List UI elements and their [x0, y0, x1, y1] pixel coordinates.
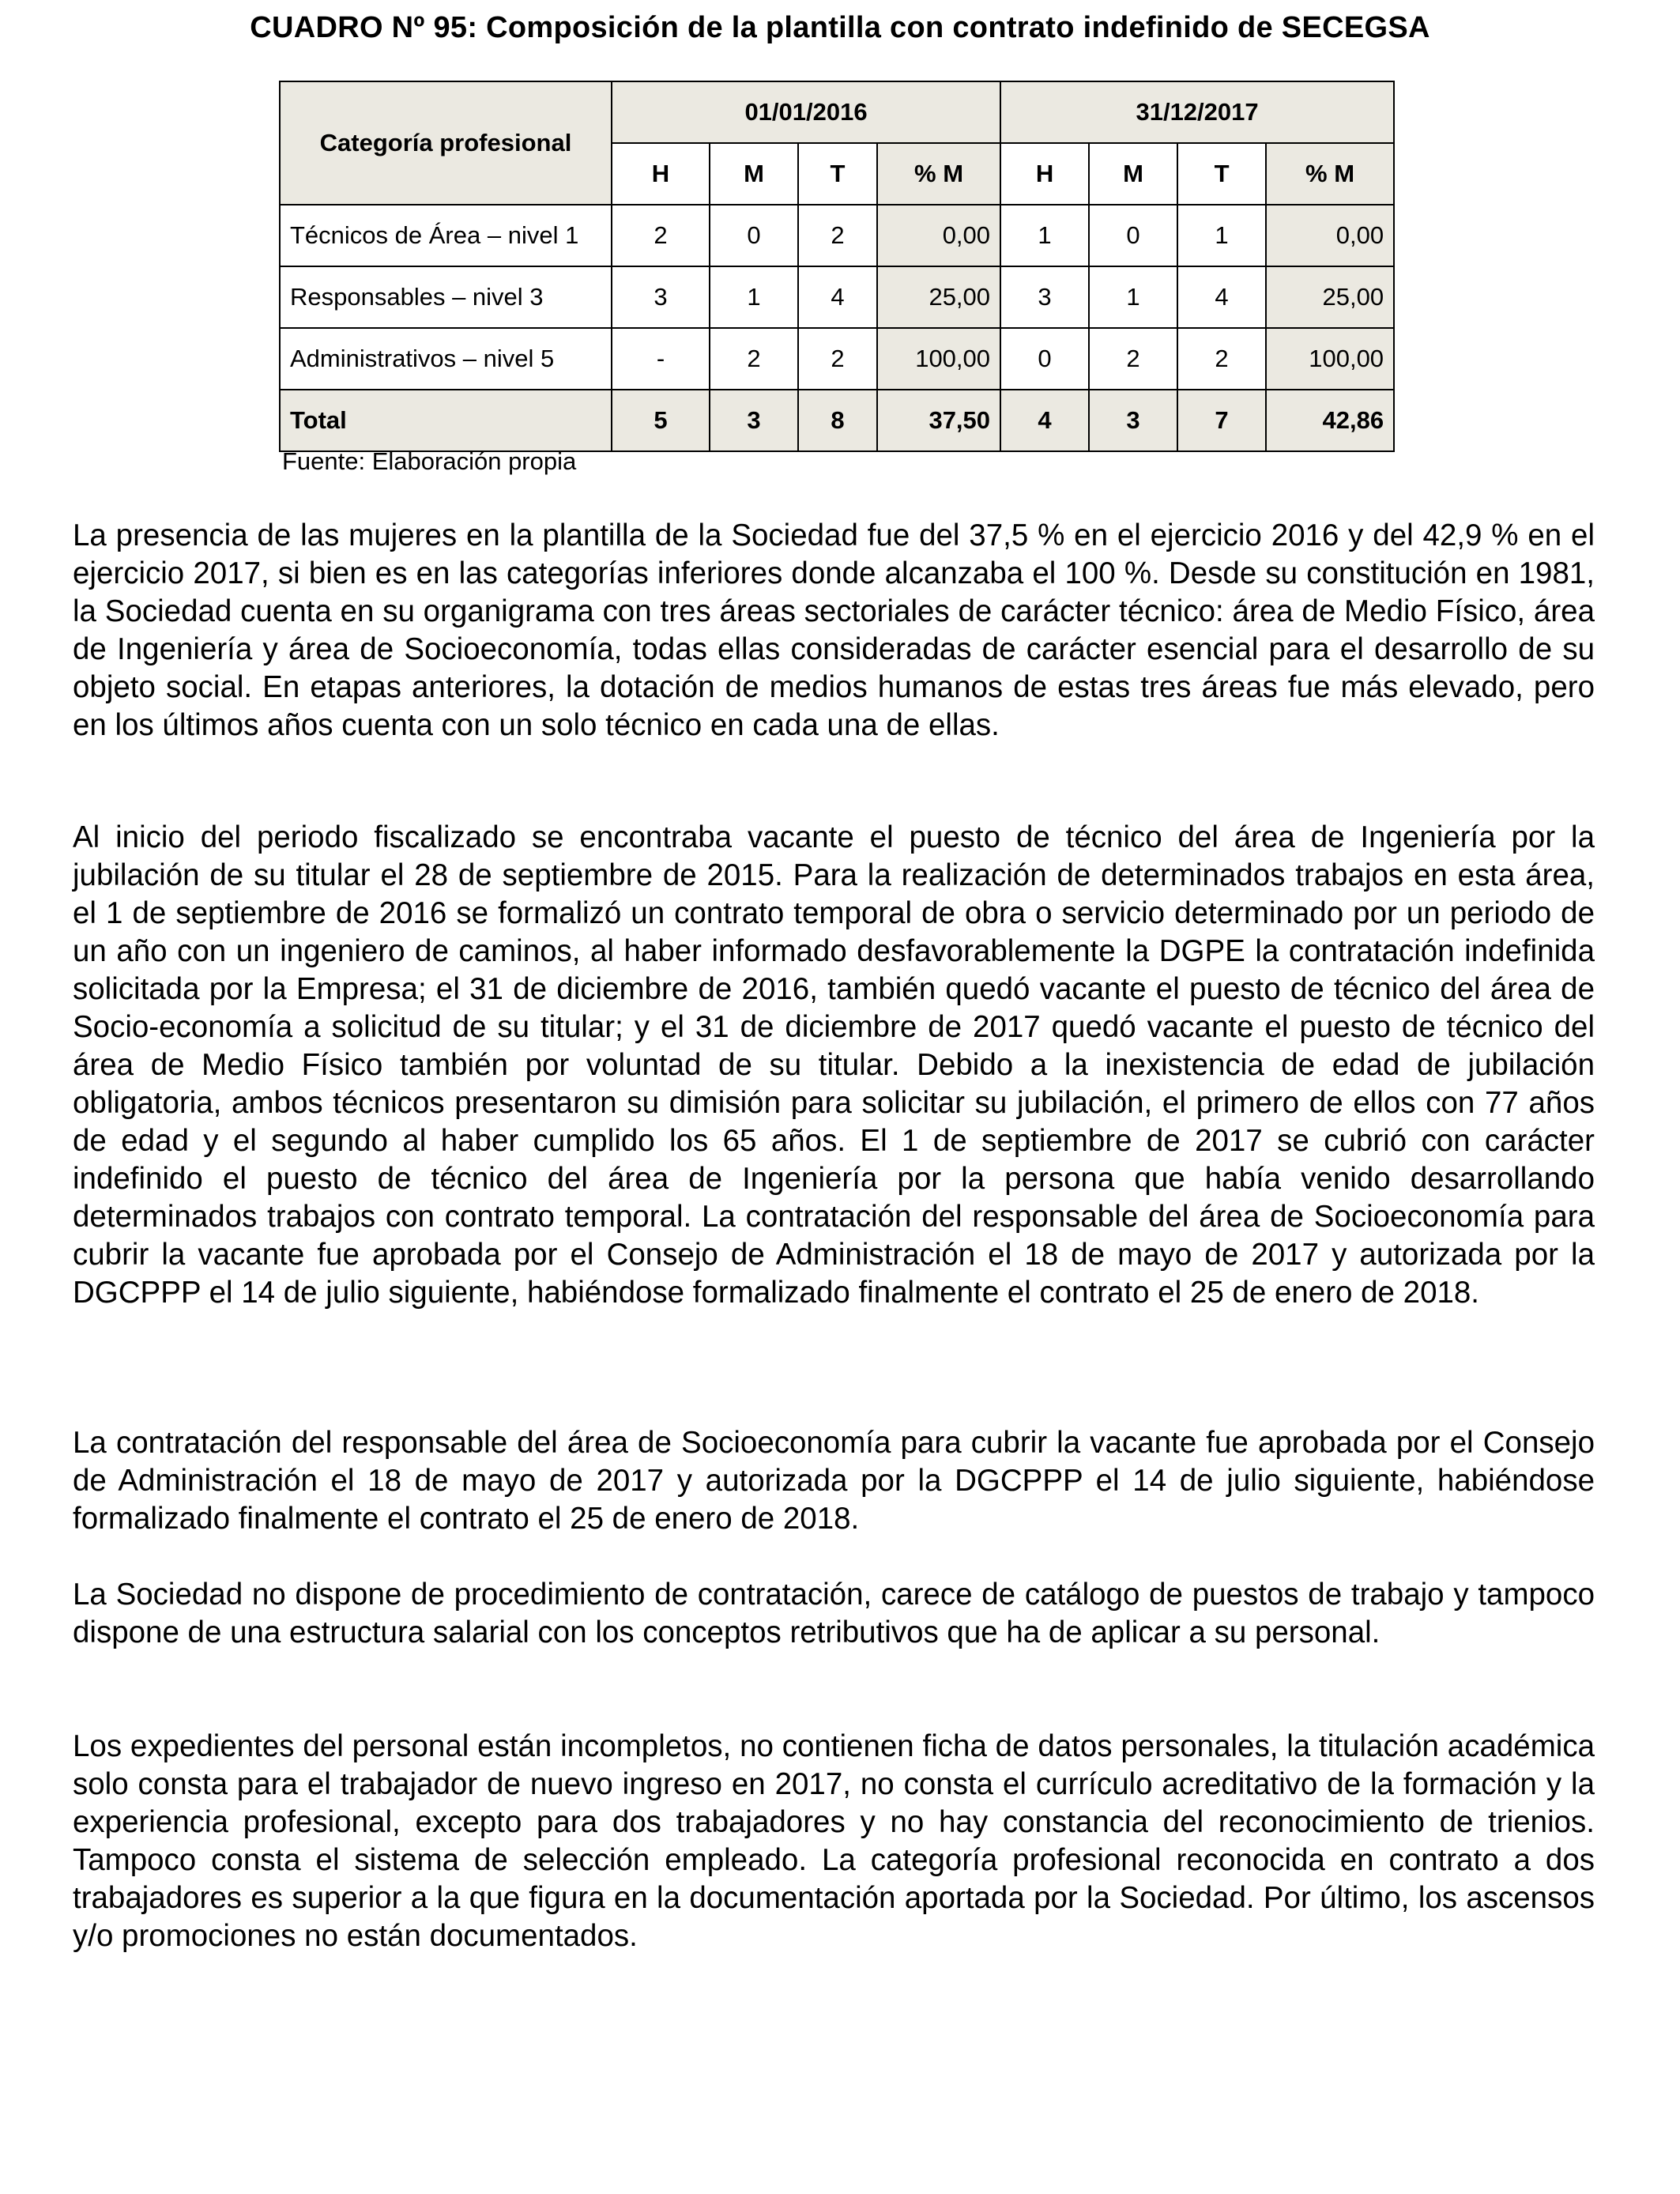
subheader-t: T — [798, 143, 877, 205]
cell: 25,00 — [877, 266, 1000, 328]
cell: 1 — [1177, 205, 1266, 266]
cell: 2 — [798, 328, 877, 390]
subheader-pct-m: % M — [877, 143, 1000, 205]
row-label: Responsables – nivel 3 — [280, 266, 612, 328]
total-cell: 4 — [1000, 390, 1089, 451]
cell: 100,00 — [877, 328, 1000, 390]
subheader-t: T — [1177, 143, 1266, 205]
cell: 25,00 — [1266, 266, 1394, 328]
paragraph: La Sociedad no dispone de procedimiento de contratación, carece de catálogo de puestos de trabajo y tampoco dispone de una estructura salarial con los conceptos retributivos que ha de aplicar a su personal. — [73, 1578, 1595, 1649]
cell: 2 — [1089, 328, 1177, 390]
total-cell: 5 — [612, 390, 710, 451]
cell: 4 — [1177, 266, 1266, 328]
category-header: Categoría profesional — [280, 81, 612, 205]
period-header-2016: 01/01/2016 — [612, 81, 1000, 143]
cell: 2 — [798, 205, 877, 266]
total-cell: 7 — [1177, 390, 1266, 451]
cell: 3 — [612, 266, 710, 328]
table-source: Fuente: Elaboración propia — [282, 447, 577, 475]
cell: 4 — [798, 266, 877, 328]
cell: 2 — [710, 328, 798, 390]
total-cell: 8 — [798, 390, 877, 451]
cell: 0 — [1089, 205, 1177, 266]
staff-composition-table — [279, 81, 1395, 452]
table-row — [280, 266, 1394, 328]
cell: 0,00 — [877, 205, 1000, 266]
cell: 2 — [1177, 328, 1266, 390]
row-label: Técnicos de Área – nivel 1 — [280, 205, 612, 266]
cell: 1 — [1000, 205, 1089, 266]
subheader-h: H — [1000, 143, 1089, 205]
total-cell: 3 — [1089, 390, 1177, 451]
table-row — [280, 328, 1394, 390]
cell: 1 — [710, 266, 798, 328]
period-header-2017: 31/12/2017 — [1000, 81, 1394, 143]
paragraph: La presencia de las mujeres en la plantilla de la Sociedad fue del 37,5 % en el ejercicio 2016 y del 42,9 % en el ejercicio 2017, si bien es en las categorías inferiores donde alcanzaba el 100 %. Desde su constitución en 1981, la Sociedad cuenta en su organigrama con tres áreas sectoriales de carácter técnico: área de Medio Físico, área de Ingeniería y área de Socioeconomía, todas ellas consideradas de carácter esencial para el desarrollo de su objeto social. En etapas anteriores, la dotación de medios humanos de estas tres áreas fue más elevado, pero en los últimos años cuenta con un solo técnico en cada una de ellas. — [73, 518, 1595, 742]
row-label: Administrativos – nivel 5 — [280, 328, 612, 390]
paragraph: La contratación del responsable del área de Socioeconomía para cubrir la vacante fue aprobada por el Consejo de Administración el 18 de mayo de 2017 y autorizada por la DGCPPP el 14 de julio siguiente, habiéndose formalizado finalmente el contrato el 25 de enero de 2018. — [73, 1426, 1595, 1536]
subheader-m: M — [1089, 143, 1177, 205]
total-cell: 37,50 — [877, 390, 1000, 451]
cell: 1 — [1089, 266, 1177, 328]
subheader-h: H — [612, 143, 710, 205]
cell: 100,00 — [1266, 328, 1394, 390]
table-row — [280, 205, 1394, 266]
total-row — [280, 390, 1394, 451]
cell: 2 — [612, 205, 710, 266]
cell: 0 — [710, 205, 798, 266]
paragraph: Al inicio del periodo fiscalizado se encontraba vacante el puesto de técnico del área de Ingeniería por la jubilación de su titular el 28 de septiembre de 2015. Para la realización de determinados trabajos en esta área, el 1 de septiembre de 2016 se formalizó un contrato temporal de obra o servicio determinado por un periodo de un año con un ingeniero de caminos, al haber informado desfavorablemente la DGPE la contratación indefinida solicitada por la Empresa; el 31 de diciembre de 2016, también quedó vacante el puesto de técnico del área de Socio-economía a solicitud de su titular; y el 31 de diciembre de 2017 quedó vacante el puesto de técnico del área de Medio Físico también por voluntad de su titular. Debido a la inexistencia de edad de jubilación obligatoria, ambos técnicos presentaron su dimisión para solicitar su jubilación, el primero de ellos con 77 años de edad y el segundo al haber cumplido los 65 años. El 1 de septiembre de 2017 se cubrió con carácter indefinido el puesto de técnico del área de Ingeniería por la persona que había venido desarrollando determinados trabajos con contrato temporal. La contratación del responsable del área de Socioeconomía para cubrir la vacante fue aprobada por el Consejo de Administración el 18 de mayo de 2017 y autorizada por la DGCPPP el 14 de julio siguiente, habiéndose formalizado finalmente el contrato el 25 de enero de 2018. — [73, 820, 1595, 1310]
cell: 0,00 — [1266, 205, 1394, 266]
cell: - — [612, 328, 710, 390]
cell: 3 — [1000, 266, 1089, 328]
total-cell: 3 — [710, 390, 798, 451]
total-cell: 42,86 — [1266, 390, 1394, 451]
subheader-m: M — [710, 143, 798, 205]
subheader-pct-m: % M — [1266, 143, 1394, 205]
table-title: CUADRO Nº 95: Composición de la plantilla con contrato indefinido de SECEGSA — [250, 11, 1430, 44]
cell: 0 — [1000, 328, 1089, 390]
total-label: Total — [280, 390, 612, 451]
paragraph: Los expedientes del personal están incompletos, no contienen ficha de datos personales, la titulación académica solo consta para el trabajador de nuevo ingreso en 2017, no consta el currículo acreditativo de la formación y la experiencia profesional, excepto para dos trabajadores y no hay constancia del reconocimiento de trienios. Tampoco consta el sistema de selección empleado. La categoría profesional reconocida en contrato a dos trabajadores es superior a la que figura en la documentación aportada por la Sociedad. Por último, los ascensos y/o promociones no están documentados. — [73, 1729, 1595, 1953]
